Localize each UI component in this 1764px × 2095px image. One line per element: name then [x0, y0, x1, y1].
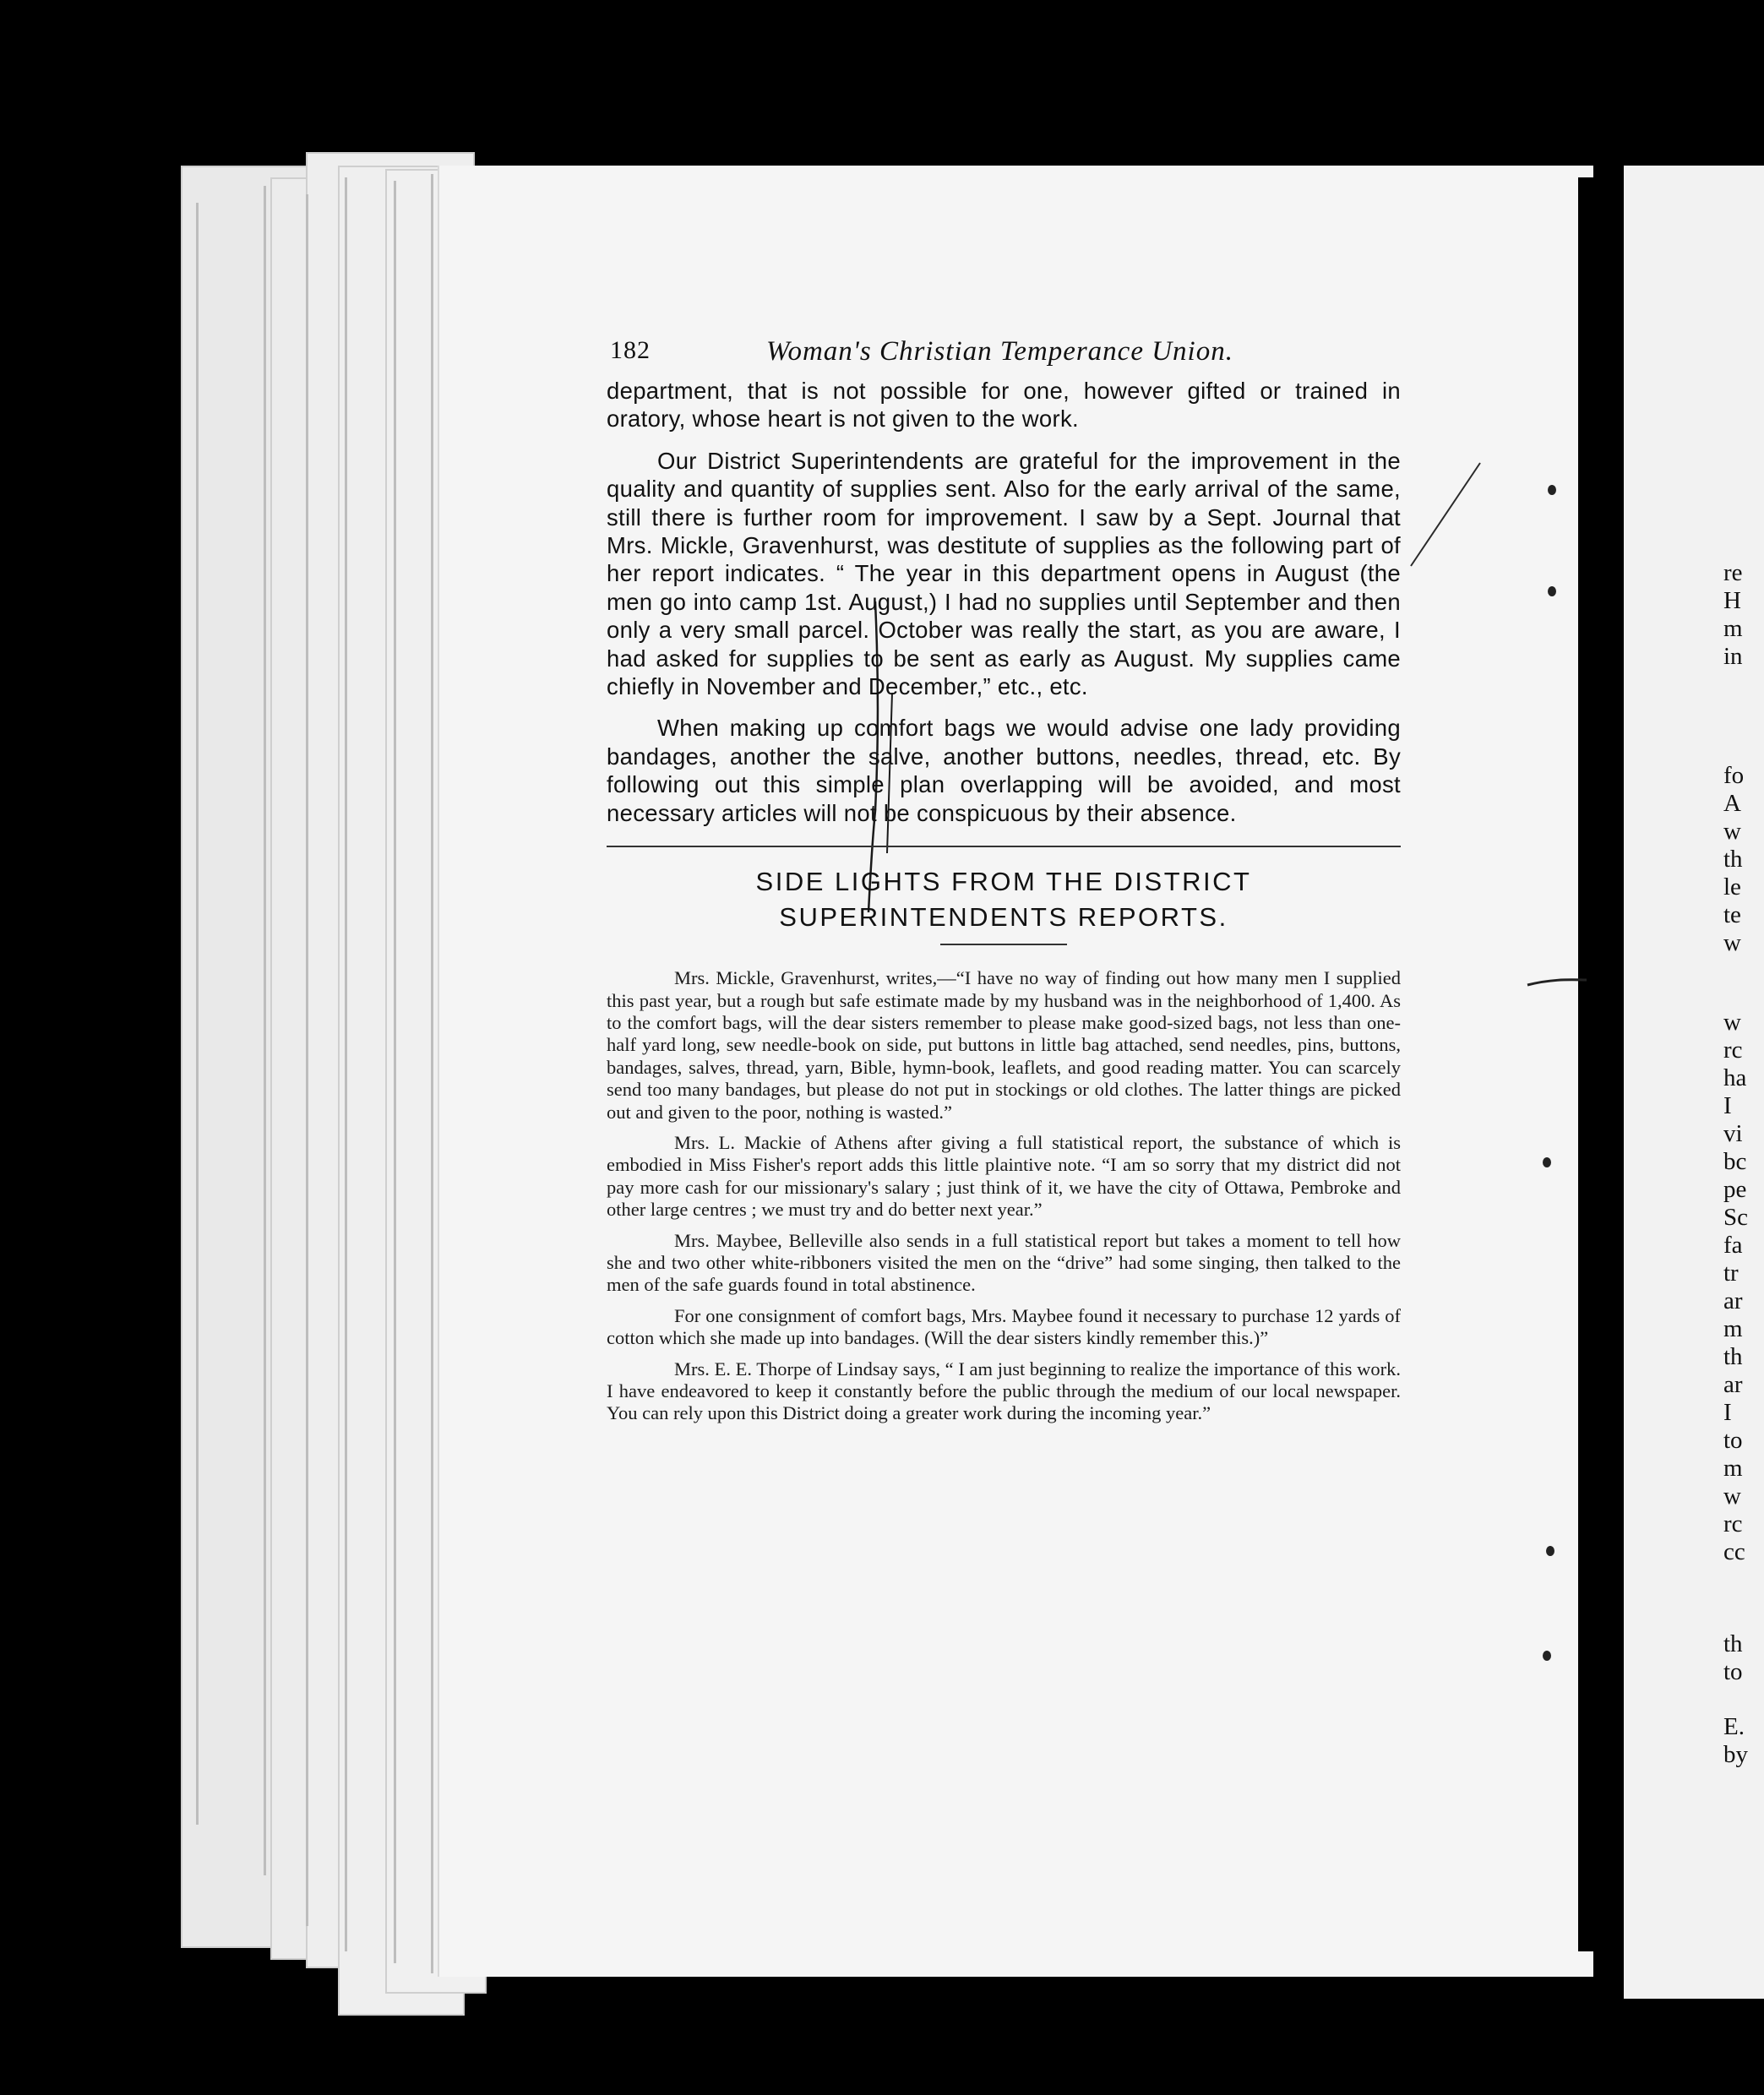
fragment: ar	[1723, 1287, 1743, 1314]
fragment: m	[1723, 1455, 1743, 1482]
page-content	[607, 336, 1401, 1434]
fragment: ar	[1723, 1371, 1743, 1398]
body-paragraph: When making up comfort bags we would advise one lady providing bandages, another the salve, another buttons, needles, thread, etc. By following out this simple plan overlapping will be avoided, and most necessary articles will not be conspicuous by their absence.	[607, 715, 1401, 826]
fragment: A	[1723, 790, 1741, 817]
fragment: rc	[1723, 1510, 1743, 1537]
fragment: w	[1723, 1009, 1741, 1036]
report-paragraph: For one consignment of comfort bags, Mrs. Maybee found it necessary to purchase 12 yards of cotton which she made up into bandages. (Will the dear sisters kindly remember this.)”	[607, 1304, 1401, 1349]
report-paragraph: Mrs. E. E. Thorpe of Lindsay says, “ I am just beginning to realize the importance of this work. I have endeavored to keep it constantly before the public through the medium of our local newspaper. You can rely upon this District doing a greater work during the incoming year.”	[607, 1358, 1401, 1424]
body-paragraph: department, that is not possible for one, however gifted or trained in oratory, whose heart is not given to the work.	[607, 378, 1401, 433]
fragment: E.	[1723, 1713, 1745, 1740]
report-paragraph: Mrs. Maybee, Belleville also sends in a full statistical report but takes a moment to tell how she and two other white-ribboners visited the men on the “drive” had some singing, then talked to the men of the safe guards found in total abstinence.	[607, 1229, 1401, 1296]
fragment: by	[1723, 1741, 1748, 1768]
fragment: th	[1723, 846, 1743, 873]
fragment: w	[1723, 1483, 1741, 1510]
fragment: in	[1723, 643, 1743, 670]
section-heading-line: SUPERINTENDENTS REPORTS.	[779, 902, 1228, 933]
fragment: te	[1723, 901, 1741, 928]
fragment: m	[1723, 615, 1743, 642]
fragment: tr	[1723, 1260, 1739, 1287]
body-paragraph: Our District Superintendents are grateful for the improvement in the quality and quantity of supplies sent. Also for the early arrival of the same, still there is further room for improvement. I saw by a Sept. Journal that Mrs. Mickle, Gravenhurst, was destitute of supplies as the following part of her report indicates. “ The year in this department opens in August (the men go into camp 1st. August,) I had no supplies until September and then only a very small parcel. October was really the start, as you are aware, I had asked for supplies to be sent as early as August. My supplies came chiefly in November and December,” etc., etc.	[607, 447, 1401, 700]
running-title: Woman's Christian Temperance Union.	[766, 336, 1233, 367]
fragment: to	[1723, 1427, 1743, 1454]
fragment: le	[1723, 873, 1741, 901]
page-number: 182	[610, 336, 651, 364]
fragment: ha	[1723, 1064, 1747, 1091]
fragment: w	[1723, 929, 1741, 956]
fragment: to	[1723, 1658, 1743, 1685]
fragment: cc	[1723, 1538, 1745, 1565]
section-heading	[607, 846, 1401, 935]
fragment: fo	[1723, 762, 1745, 789]
fragment: I	[1723, 1399, 1732, 1426]
fragment: H	[1723, 587, 1741, 614]
fragment: vi	[1723, 1120, 1743, 1147]
fragment: rc	[1723, 1037, 1743, 1064]
fragment: m	[1723, 1315, 1743, 1342]
fragment: th	[1723, 1630, 1743, 1657]
running-head	[610, 336, 1401, 370]
heading-rule	[940, 944, 1067, 945]
report-paragraph: Mrs. L. Mackie of Athens after giving a full statistical report, the substance of which is embodied in Miss Fisher's report adds this little plaintive note. “I am so sorry that my district did not pay more cash for our missionary's salary ; just think of it, we have the city of Ottawa, Pembroke and other large centres ; we must try and do better next year.”	[607, 1131, 1401, 1221]
fragment: th	[1723, 1343, 1743, 1370]
report-paragraph: Mrs. Mickle, Gravenhurst, writes,—“I have no way of finding out how many men I supplied this past year, but a rough but safe estimate made by my husband was in the neighborhood of 1,400. As to the comfort bags, will the dear sisters remember to please make good-sized bags, not less than one-half yard long, sew needle-book on side, put buttons in little bag attached, send needles, pins, buttons, bandages, salves, thread, yarn, Bible, hymn-book, leaflets, and good reading matter. You can scarcely send too many bandages, but please do not put in stockings or old clothes. The latter things are picked out and given to the poor, nothing is wasted.”	[607, 967, 1401, 1123]
fragment: I	[1723, 1092, 1732, 1119]
fragment: w	[1723, 818, 1741, 845]
fragment: pe	[1723, 1176, 1747, 1203]
fragment: fa	[1723, 1232, 1743, 1259]
fragment: re	[1723, 559, 1743, 586]
section-heading-line: SIDE LIGHTS FROM THE DISTRICT	[755, 867, 1252, 897]
fragment: bc	[1723, 1148, 1747, 1175]
fragment: Sc	[1723, 1204, 1748, 1231]
